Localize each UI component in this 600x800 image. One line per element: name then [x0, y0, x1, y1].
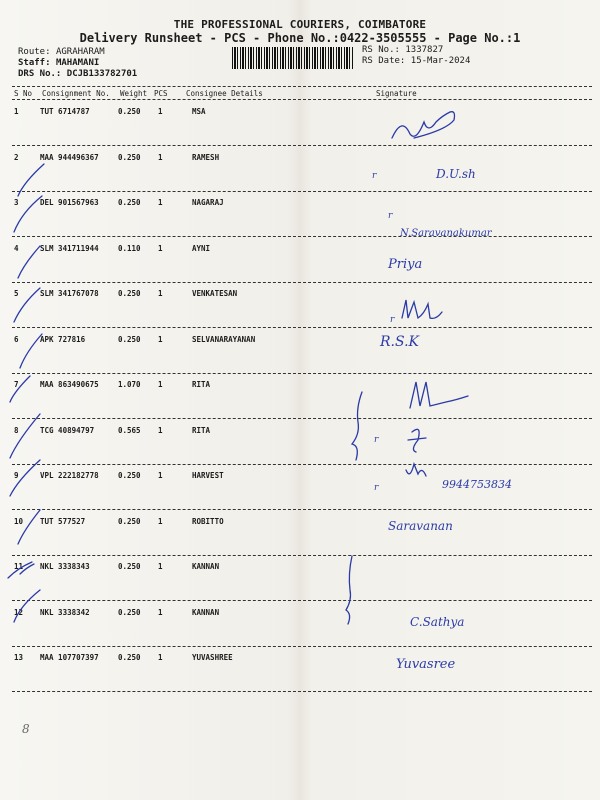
signature-5: [402, 300, 442, 318]
row-sno: 12: [14, 607, 24, 617]
row-pcs: 1: [158, 289, 163, 298]
signature-6: R.S.K: [380, 334, 419, 350]
mark-row-3: r: [388, 211, 393, 221]
row-sno: 11: [14, 562, 24, 571]
row-consignment: NKL 3338342: [40, 607, 90, 617]
check-row-7: [10, 376, 30, 402]
check-row-2: [18, 164, 44, 196]
row-consignment: MAA 944496367: [40, 152, 99, 162]
signature-8-bracket: [352, 392, 362, 460]
row-consignment: TUT 6714787: [40, 107, 90, 116]
drs-value: DCJB133782701: [66, 69, 138, 79]
signature-10: Saravanan: [388, 519, 453, 533]
row-pcs: 1: [158, 107, 163, 116]
signature-7: [410, 382, 468, 408]
row-weight: 0.250: [118, 471, 141, 480]
row-pcs: 1: [158, 152, 163, 162]
row-consignment: SLM 341711944: [40, 243, 99, 253]
runsheet-subtitle: Delivery Runsheet - PCS - Phone No.:0422-3505555 - Page No.:1: [79, 31, 521, 45]
row-weight: 0.250: [118, 653, 141, 662]
row-consignee: ROBITTO: [192, 516, 224, 526]
signature-9-phone: 9944753834: [442, 478, 512, 491]
rs-date-label: RS Date:: [362, 56, 406, 66]
row-consignee: KANNAN: [192, 607, 220, 617]
row-consignment: TCG 40894797: [40, 425, 95, 435]
mark-row-5: r: [390, 315, 395, 325]
signature-2: D.U.sh: [436, 167, 476, 181]
staff-label: Staff:: [18, 58, 51, 68]
signature-8: [408, 429, 426, 452]
col-consignment: Consignment No.: [42, 89, 110, 98]
signature-11-bracket: [346, 556, 352, 624]
check-row-12: [14, 590, 40, 622]
signature-12: C.Sathya: [410, 615, 465, 629]
row-pcs: 1: [158, 562, 163, 571]
row-consignee: NAGARAJ: [192, 198, 224, 207]
row-pcs: 1: [158, 653, 163, 662]
row-weight: 0.250: [118, 198, 141, 207]
row-weight: 0.250: [118, 107, 141, 116]
check-row-8: [10, 414, 40, 458]
row-weight: 0.250: [118, 152, 141, 162]
row-consignment: TUT 577527: [40, 516, 86, 526]
rs-no-value: 1337827: [405, 45, 444, 55]
row-pcs: 1: [158, 243, 163, 253]
signature-9-mark: [406, 464, 426, 476]
row-consignment: VPL 222182778: [40, 471, 99, 480]
row-consignee: RITA: [192, 425, 211, 435]
row-consignee: RAMESH: [192, 152, 220, 162]
row-pcs: 1: [158, 198, 163, 207]
row-consignment: NKL 3338343: [40, 562, 90, 571]
row-consignee: YUVASHREE: [192, 653, 233, 662]
row-sno: 1: [14, 107, 19, 116]
row-consignee: KANNAN: [192, 562, 220, 571]
check-row-5: [14, 288, 40, 322]
col-sno: S No: [14, 89, 33, 98]
row-sno: 7: [14, 380, 19, 389]
check-row-11: [8, 562, 34, 578]
check-row-4: [18, 246, 40, 278]
row-sno: 10: [14, 516, 24, 526]
row-consignee: MSA: [192, 107, 206, 116]
signature-13: Yuvasree: [396, 657, 456, 672]
row-weight: 0.250: [118, 516, 141, 526]
row-consignee: AYNI: [192, 243, 211, 253]
row-weight: 0.250: [118, 562, 141, 571]
row-sno: 6: [14, 334, 19, 344]
row-sno: 5: [14, 289, 19, 298]
row-weight: 1.070: [118, 380, 141, 389]
drs-label: DRS No.:: [18, 69, 62, 79]
company-title: THE PROFESSIONAL COURIERS, COIMBATORE: [173, 18, 427, 31]
row-consignee: HARVEST: [192, 471, 224, 480]
check-row-6: [20, 334, 42, 368]
check-row-3: [14, 196, 42, 232]
mark-row-8: r: [374, 435, 379, 445]
row-pcs: 1: [158, 380, 163, 389]
col-weight: Weight: [120, 89, 148, 98]
row-sno: 3: [14, 198, 19, 207]
row-consignment: MAA 863490675: [40, 380, 99, 389]
row-weight: 0.110: [118, 243, 141, 253]
route-value: AGRAHARAM: [55, 47, 105, 57]
row-sno: 13: [14, 653, 24, 662]
row-pcs: 1: [158, 425, 163, 435]
row-consignee: VENKATESAN: [192, 289, 238, 298]
margin-note: 8: [22, 722, 30, 736]
staff-value: MAHAMANI: [55, 58, 100, 68]
row-weight: 0.565: [118, 425, 141, 435]
row-pcs: 1: [158, 334, 163, 344]
rs-date-value: 15-Mar-2024: [410, 56, 471, 66]
row-sno: 2: [14, 152, 19, 162]
check-row-9: [10, 460, 40, 496]
row-consignment: APK 727816: [40, 334, 86, 344]
row-pcs: 1: [158, 607, 163, 617]
row-weight: 0.250: [118, 334, 141, 344]
mark-row-9: r: [374, 483, 379, 493]
row-sno: 9: [14, 471, 19, 480]
row-pcs: 1: [158, 516, 163, 526]
row-weight: 0.250: [118, 289, 141, 298]
row-consignment: SLM 341767078: [40, 289, 99, 298]
row-sno: 4: [14, 243, 19, 253]
check-row-10: [18, 510, 40, 544]
rs-no-label: RS No.:: [362, 45, 400, 55]
row-consignee: SELVANARAYANAN: [192, 334, 256, 344]
signature-1: [392, 112, 455, 138]
signature-3: N.Saravanakumar: [400, 228, 492, 239]
col-pcs: PCS: [154, 89, 168, 98]
col-consignee: Consignee Details: [186, 89, 263, 98]
row-consignment: MAA 107707397: [40, 653, 99, 662]
row-consignee: RITA: [192, 380, 211, 389]
mark-row-2: r: [372, 171, 377, 181]
route-label: Route:: [18, 47, 51, 57]
col-signature: Signature: [376, 89, 417, 98]
row-weight: 0.250: [118, 607, 141, 617]
row-sno: 8: [14, 425, 19, 435]
row-consignment: DEL 901567963: [40, 198, 99, 207]
row-pcs: 1: [158, 471, 163, 480]
signature-4: Priya: [388, 257, 423, 272]
